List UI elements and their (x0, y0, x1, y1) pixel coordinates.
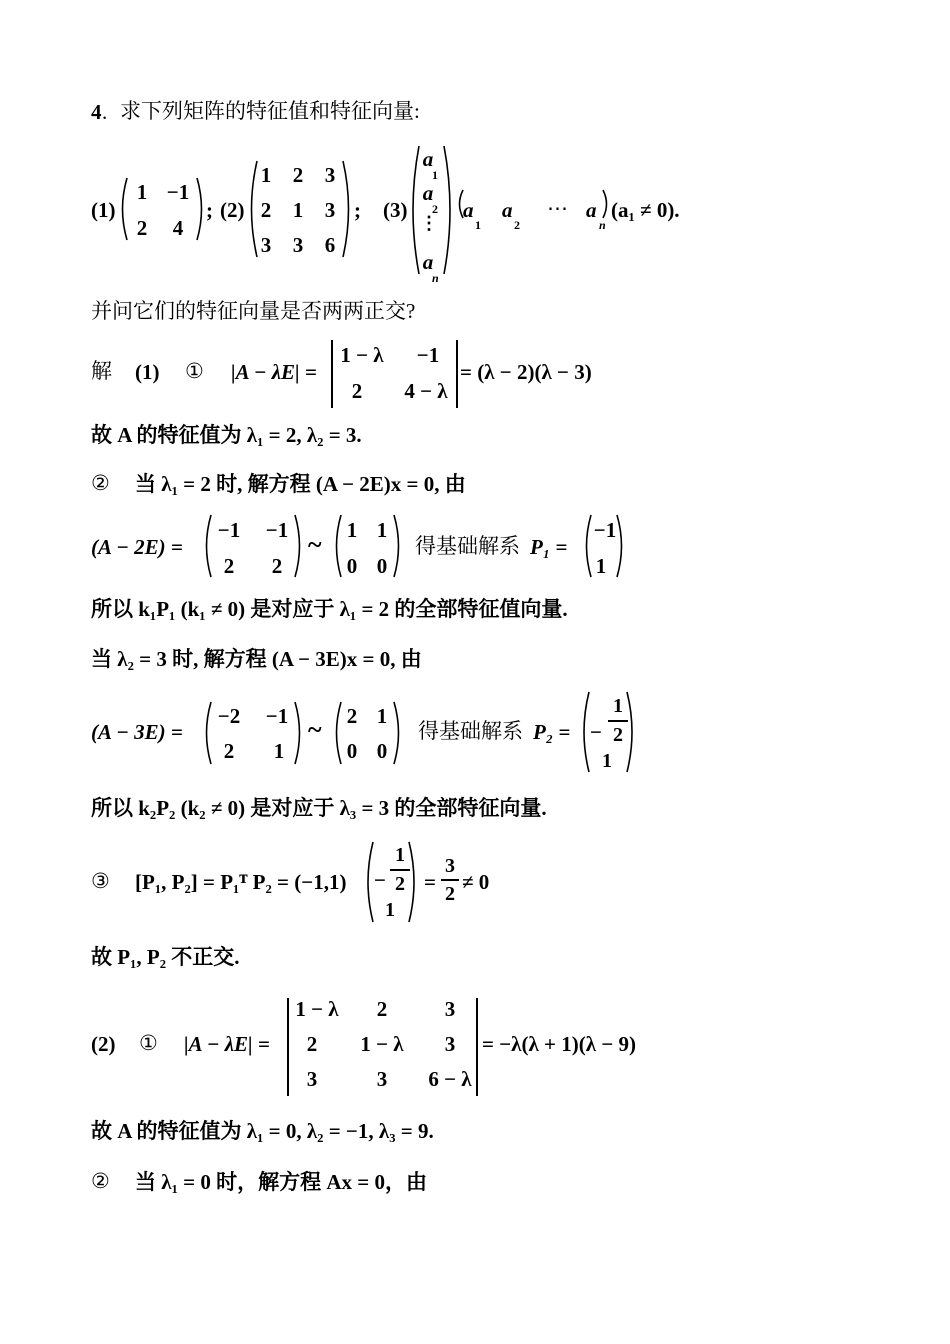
matrix-cell: 0 (376, 554, 388, 578)
matrix-cell: 2 (223, 739, 235, 763)
problem-statement: 求下列矩阵的特征值和特征向量: (120, 99, 420, 123)
p1-eigenvalues: 故 A 的特征值为 λ₁ = 2, λ₂ = 3. (91, 423, 362, 447)
matrix-cell: 3 (260, 233, 272, 257)
matrix-cell: 3 (306, 1067, 318, 1091)
separator: ; (354, 198, 361, 222)
vector-entry: −1 (593, 518, 617, 542)
matrix-cell: 1 − λ (295, 997, 339, 1021)
matrix-cell: −1 (265, 518, 289, 542)
matrix-cell: −1 (217, 518, 241, 542)
matrix-cell: 3 (324, 163, 336, 187)
matrix-cell: 3 (376, 1067, 388, 1091)
vector-entry: 1 (595, 554, 607, 578)
basis-label: P₁ = (530, 535, 568, 559)
inner-product-lhs: [P₁, P₂] = P₁ᵀ P₂ = (−1,1) (135, 870, 347, 894)
matrix-cell: 4 (172, 216, 184, 240)
matrix-cell: 2 (292, 163, 304, 187)
matrix-lhs: (A − 2E) = (91, 535, 183, 559)
row-entry: a (586, 198, 597, 222)
vector-entry: ⋮ (420, 213, 438, 233)
matrix-cell: 2 (351, 379, 363, 403)
subscript: 2 (514, 218, 520, 232)
char-poly-rhs: = (λ − 2)(λ − 3) (460, 360, 592, 384)
subscript: 1 (475, 218, 481, 232)
p1-conclusion: 故 P₁, P₂ 不正交. (91, 945, 240, 969)
matrix-cell: 1 (292, 198, 304, 222)
matrix-cell: 1 (376, 518, 388, 542)
matrix-cell: 3 (444, 1032, 456, 1056)
solution-intro: 解 (91, 359, 112, 383)
fraction-denominator: 2 (445, 883, 455, 905)
fraction-denominator: 2 (395, 873, 405, 895)
matrix-cell: 0 (346, 554, 358, 578)
basis-text: 得基础解系 (415, 534, 520, 558)
question: 并问它们的特征向量是否两两正交? (91, 299, 416, 323)
matrix-cell: 6 (324, 233, 336, 257)
matrix-cell: −1 (166, 180, 190, 204)
matrix-cell: 2 (136, 216, 148, 240)
p1-case1: 当 λ₁ = 2 时, 解方程 (A − 2E)x = 0, 由 (135, 472, 466, 496)
p2-label: (2) (91, 1032, 116, 1056)
p1-case2: 当 λ₂ = 3 时, 解方程 (A − 3E)x = 0, 由 (91, 647, 422, 671)
matrix-cell: −1 (265, 704, 289, 728)
part2-label: (2) (220, 198, 245, 222)
fraction-numerator: 3 (445, 855, 455, 877)
step-marker: ② (91, 1169, 110, 1193)
row-entry: a (502, 198, 513, 222)
matrix-cell: 1 − λ (340, 343, 384, 367)
p1-inner-product-line: ③ [P₁, P₂] = P₁ᵀ P₂ = (−1,1) − 1 2 1 = 3 2 ≠ 0 (0, 0, 950, 1344)
vector-entry: a (422, 250, 434, 274)
p2-case1: 当 λ₁ = 0 时，解方程 Ax = 0，由 (135, 1170, 427, 1194)
matrix-cell: 1 (346, 518, 358, 542)
vector-entry: 1 (602, 750, 612, 772)
subscript: 2 (432, 202, 438, 216)
matrix-cell: 2 (223, 554, 235, 578)
matrix-cell: 2 (271, 554, 283, 578)
step-marker: ② (91, 471, 110, 495)
p1-label: (1) (135, 360, 160, 384)
matrix-cell: 2 (346, 704, 358, 728)
problem-number: 4 (91, 100, 102, 124)
step-marker: ① (139, 1031, 158, 1055)
fraction-numerator: 1 (395, 844, 405, 866)
row-entry: a (463, 198, 474, 222)
separator: ; (206, 198, 213, 222)
part3-label: (3) (383, 198, 408, 222)
problem-title-line: 4 . 求下列矩阵的特征值和特征向量: (91, 99, 420, 124)
minus-sign: − (374, 868, 386, 892)
matrix-cell: 1 (136, 180, 148, 204)
vector-entry: 1 (385, 899, 395, 921)
row-entry: ⋯ (547, 196, 568, 220)
minus-sign: − (590, 720, 602, 744)
matrix-cell: 0 (376, 739, 388, 763)
matrix-cell: 3 (292, 233, 304, 257)
char-poly-lhs: |A − λE| = (231, 360, 317, 384)
p1-result2: 所以 k₂P₂ (k₂ ≠ 0) 是对应于 λ₃ = 3 的全部特征向量. (91, 796, 547, 820)
subscript: 1 (432, 168, 438, 182)
vector-entry: a (422, 181, 434, 205)
matrix-cell: 2 (376, 997, 388, 1021)
subscript: n (599, 218, 606, 232)
matrix-cell: 4 − λ (404, 379, 448, 403)
char-poly-lhs: |A − λE| = (184, 1032, 270, 1056)
matrix-cell: 2 (306, 1032, 318, 1056)
tilde: ~ (308, 530, 322, 559)
matrix-cell: 1 − λ (360, 1032, 404, 1056)
matrix-cell: 6 − λ (428, 1067, 472, 1091)
subscript: n (432, 271, 439, 285)
part3-condition: (a₁ ≠ 0). (611, 198, 680, 222)
vector-entry: a (422, 147, 434, 171)
matrix-cell: 1 (260, 163, 272, 187)
matrix-cell: −1 (416, 343, 440, 367)
p2-eigenvalues: 故 A 的特征值为 λ₁ = 0, λ₂ = −1, λ₃ = 9. (91, 1119, 434, 1143)
tilde: ~ (308, 715, 322, 744)
step-marker: ① (185, 359, 204, 383)
matrix-cell: 2 (260, 198, 272, 222)
fraction-denominator: 2 (613, 724, 623, 746)
p1-result1: 所以 k₁P₁ (k₁ ≠ 0) 是对应于 λ₁ = 2 的全部特征值向量. (91, 597, 568, 621)
part1-label: (1) (91, 198, 116, 222)
matrix-cell: 3 (444, 997, 456, 1021)
basis-label: P₂ = (533, 720, 571, 744)
matrix-lhs: (A − 3E) = (91, 720, 183, 744)
char-poly-rhs: = −λ(λ + 1)(λ − 9) (482, 1032, 637, 1056)
matrix-cell: −2 (217, 704, 241, 728)
fraction-numerator: 1 (613, 695, 623, 717)
step-marker: ③ (91, 869, 110, 893)
matrix-cell: 1 (273, 739, 285, 763)
not-equal-zero: ≠ 0 (462, 870, 490, 894)
basis-text: 得基础解系 (418, 719, 523, 743)
matrix-cell: 3 (324, 198, 336, 222)
matrix-cell: 1 (376, 704, 388, 728)
matrix-cell: 0 (346, 739, 358, 763)
